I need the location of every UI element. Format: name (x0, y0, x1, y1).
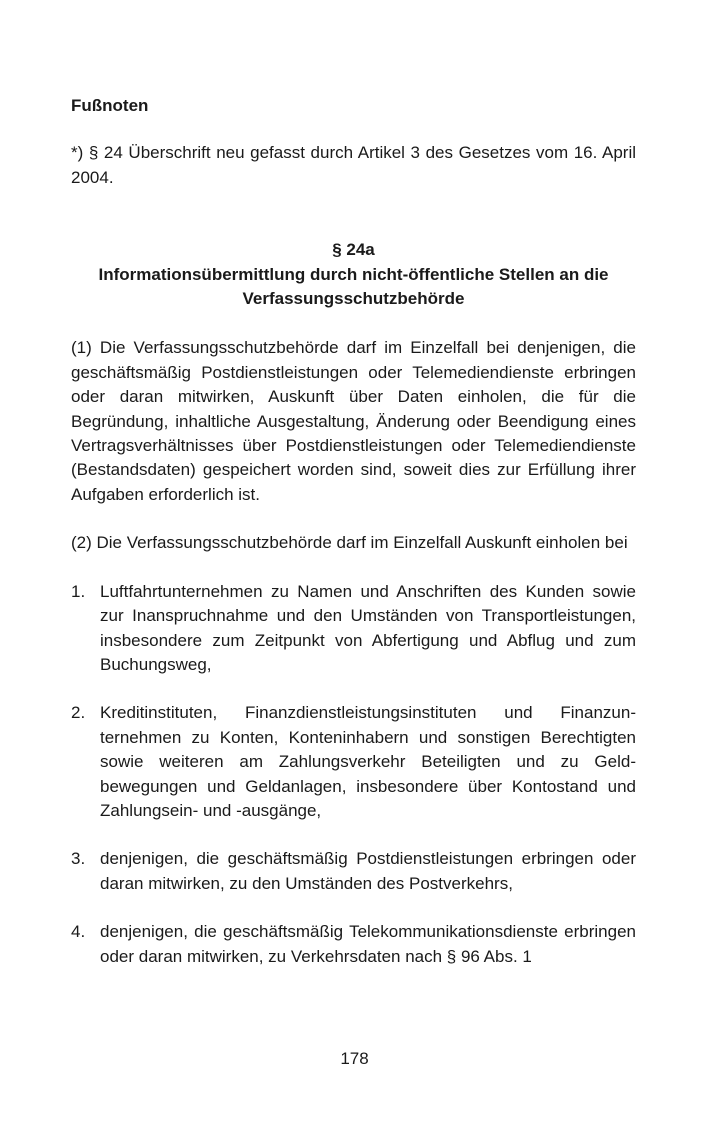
list-item-number: 4. (71, 922, 86, 942)
list-item-text: denjenigen, die geschäftsmäßig Telekommunikationsdienste erbringen oder daran mitwirken, zu Verkehrsdaten nach § 96 Abs. 1 (100, 922, 636, 966)
list-item-number: 2. (71, 703, 86, 723)
section-number: § 24a (332, 240, 375, 260)
list-item-text: Kreditinstituten, Finanzdienstleistungsinstituten und Finanzunternehmen zu Konten, Konteninhabern und sonstigen Berechtigten sowie weiteren am Zahlungsverkehr Beteiligten und zu Geldbewegungen und Geldanlagen, insbesondere über Kontostand und Zahlungsein- und -ausgänge, (100, 703, 636, 820)
page-number: 178 (340, 1049, 369, 1068)
document-page (71, 94, 636, 993)
enumerated-list (71, 580, 636, 969)
list-item (71, 580, 636, 678)
list-item-number: 3. (71, 849, 86, 869)
list-item (71, 847, 636, 896)
paragraph-2: (2) Die Verfassungsschutzbehörde darf im Einzelfall Auskunft einholen bei (71, 533, 628, 553)
footnotes-heading: Fußnoten (71, 96, 149, 115)
list-item (71, 920, 636, 969)
list-item-text: denjenigen, die geschäftsmäßig Postdienstleistungen erbringen oder daran mitwirken, zu den Umständen des Postverkehrs, (100, 849, 636, 893)
list-item (71, 701, 636, 823)
list-item-number: 1. (71, 581, 86, 601)
list-item-text: Luftfahrtunternehmen zu Namen und Anschriften des Kunden sowie zur Inanspruchnahme und den Umständen von Transportleistungen, insbesondere zum Zeitpunkt von Abfertigung und Abflug und zum Buchungsweg, (100, 581, 636, 674)
footnote-text: *) § 24 Überschrift neu gefasst durch Artikel 3 des Gesetzes vom 16. April 2004. (71, 143, 636, 187)
section-heading (71, 238, 636, 311)
section-title: Informationsübermittlung durch nicht-öffentliche Stellen an die Verfassungsschutzbehörde (98, 264, 609, 309)
paragraph-1: (1) Die Verfassungsschutzbehörde darf im Einzelfall bei denjenigen, die geschäftsmäßig Postdienstleistungen oder Telemediendienste erbringen oder daran mitwirken, Auskunft über Daten einholen, die für die Begründung, inhaltliche Ausgestaltung, Änderung oder Beendigung eines Vertragsverhältnisses über Postdienstleistungen oder Telemediendienste (Bestandsdaten) gespeichert worden sind, soweit dies zur Erfüllung ihrer Aufgaben erforderlich ist. (71, 338, 636, 504)
